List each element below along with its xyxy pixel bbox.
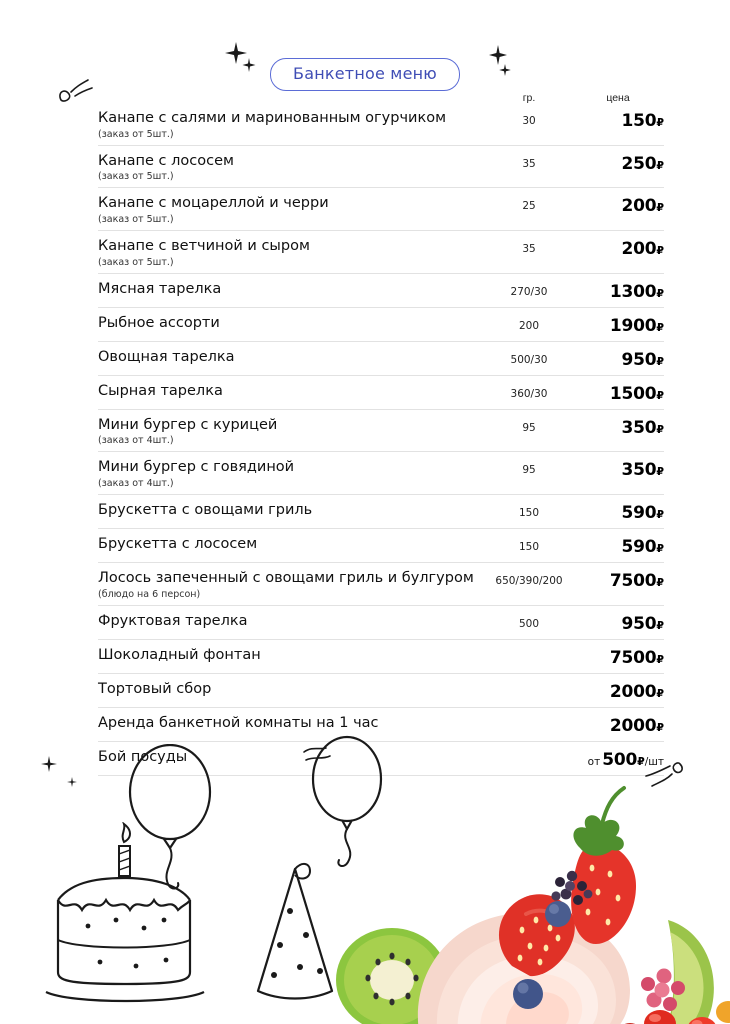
menu-row xyxy=(98,606,664,640)
menu-row xyxy=(98,146,664,189)
menu-item-name-cell xyxy=(98,570,486,600)
price-currency: ₽ xyxy=(656,465,664,479)
price-amount: 200 xyxy=(621,239,657,260)
menu-item-weight: 150 xyxy=(518,507,540,520)
menu-item-name-cell xyxy=(98,281,486,298)
menu-item-weight xyxy=(486,647,572,652)
price-amount: 2000 xyxy=(609,715,657,736)
menu-row xyxy=(98,742,664,776)
menu-item-name: Рыбное ассорти xyxy=(98,314,220,331)
price-currency: ₽ xyxy=(656,388,664,402)
price-currency: ₽ xyxy=(656,618,664,632)
party-hat-icon xyxy=(240,859,350,1019)
menu-item-name: Канапе с салями и маринованным огурчиком xyxy=(98,110,447,126)
menu-row xyxy=(98,529,664,563)
menu-item-name: Брускетта с лососем xyxy=(98,536,258,553)
menu-item-name: Канапе с моцареллой и черри xyxy=(98,195,329,212)
menu-item-weight xyxy=(486,681,572,686)
price-currency: ₽ xyxy=(656,686,664,700)
menu-item-name: Лосось запеченный с овощами гриль и булгуром xyxy=(98,570,474,587)
menu-item-name: Бой посуды xyxy=(98,748,188,765)
price-amount: 350 xyxy=(621,460,657,481)
menu-item-name-cell xyxy=(98,647,486,664)
menu-item-name: Мини бургер с курицей xyxy=(98,416,278,433)
menu-row xyxy=(98,231,664,274)
menu-item-name: Мини бургер с говядиной xyxy=(98,459,295,476)
menu-item-name: Сырная тарелка xyxy=(98,382,223,399)
column-header-price: цена xyxy=(606,92,630,104)
price-currency: ₽ xyxy=(637,754,645,768)
price-amount: 350 xyxy=(621,417,657,438)
menu-item-price xyxy=(572,195,664,216)
price-suffix: /шт xyxy=(644,755,664,768)
menu-item-name: Брускетта с овощами гриль xyxy=(98,502,313,519)
menu-item-name: Мясная тарелка xyxy=(98,280,222,297)
price-currency: ₽ xyxy=(656,354,664,368)
menu-item-price xyxy=(572,383,664,404)
bottom-illustration xyxy=(0,734,730,1024)
menu-item-name-cell xyxy=(98,536,486,553)
menu-item-price xyxy=(572,281,664,302)
menu-item-price xyxy=(572,647,664,668)
price-currency: ₽ xyxy=(656,508,664,522)
menu-item-price xyxy=(572,715,664,736)
menu-item-weight xyxy=(486,749,572,754)
price-currency: ₽ xyxy=(656,320,664,334)
menu-item-name: Канапе с ветчиной и сыром xyxy=(98,238,310,255)
menu-item-name: Овощная тарелка xyxy=(98,348,235,365)
menu-item-weight: 200 xyxy=(518,319,540,332)
menu-item-note: (заказ от 5шт.) xyxy=(98,128,174,140)
menu-item-name-cell xyxy=(98,459,486,489)
menu-item-price xyxy=(572,238,664,259)
price-amount: 590 xyxy=(621,503,657,524)
birthday-cake-icon xyxy=(40,822,210,1022)
menu-row xyxy=(98,708,664,742)
menu-item-name-cell xyxy=(98,383,486,400)
price-amount: 1300 xyxy=(609,281,657,302)
menu-row xyxy=(98,452,664,495)
menu-row xyxy=(98,640,664,674)
menu-item-price xyxy=(572,502,664,523)
price-amount: 1500 xyxy=(609,383,657,404)
column-header-weight: гр. xyxy=(522,92,536,104)
table-header xyxy=(98,88,664,104)
menu-item-name-cell xyxy=(98,749,486,766)
menu-item-weight: 500 xyxy=(518,617,540,630)
menu-item-name-cell xyxy=(98,502,486,519)
sparkle-small-icon xyxy=(38,754,60,776)
menu-row xyxy=(98,410,664,453)
menu-row xyxy=(98,674,664,708)
menu-item-price xyxy=(572,153,664,174)
menu-item-note: (блюдо на 6 персон) xyxy=(98,588,201,600)
menu-row xyxy=(98,376,664,410)
menu-item-price xyxy=(572,417,664,438)
menu-item-name: Аренда банкетной комнаты на 1 час xyxy=(98,714,379,731)
menu-row xyxy=(98,563,664,606)
price-amount: 950 xyxy=(621,613,657,634)
price-prefix: от xyxy=(587,755,601,768)
price-amount: 500 xyxy=(602,749,638,770)
sparkle-small-icon xyxy=(66,776,78,788)
price-currency: ₽ xyxy=(656,576,664,590)
menu-item-weight: 30 xyxy=(522,115,536,127)
price-amount: 2000 xyxy=(609,681,657,702)
menu-row xyxy=(98,274,664,308)
menu-item-note: (заказ от 5шт.) xyxy=(98,256,174,268)
menu-item-price xyxy=(572,570,664,591)
price-currency: ₽ xyxy=(656,720,664,734)
dessert-photo xyxy=(330,762,730,1024)
menu-item-name-cell xyxy=(98,349,486,366)
price-amount: 250 xyxy=(621,153,657,174)
price-currency: ₽ xyxy=(656,244,664,258)
menu-item-price xyxy=(572,749,664,770)
menu-item-name: Канапе с лососем xyxy=(98,152,234,169)
menu-table xyxy=(98,88,664,776)
menu-item-name: Фруктовая тарелка xyxy=(98,612,248,629)
menu-item-weight: 95 xyxy=(522,421,536,434)
price-amount: 200 xyxy=(621,196,657,217)
menu-item-name-cell xyxy=(98,195,486,225)
price-currency: ₽ xyxy=(656,286,664,300)
menu-item-name-cell xyxy=(98,315,486,332)
menu-item-note: (заказ от 5шт.) xyxy=(98,214,174,226)
price-amount: 1900 xyxy=(609,315,657,336)
price-amount: 7500 xyxy=(609,571,657,592)
menu-item-weight: 270/30 xyxy=(510,285,548,298)
menu-item-name: Шоколадный фонтан xyxy=(98,646,261,663)
menu-row xyxy=(98,342,664,376)
menu-item-name-cell xyxy=(98,417,486,447)
price-amount: 590 xyxy=(621,537,657,558)
page-title-wrap xyxy=(0,58,730,91)
price-currency: ₽ xyxy=(656,652,664,666)
menu-item-name: Тортовый сбор xyxy=(98,680,212,697)
menu-item-price xyxy=(572,681,664,702)
menu-row xyxy=(98,495,664,529)
menu-rows xyxy=(98,104,664,776)
price-amount: 950 xyxy=(621,349,657,370)
menu-item-name-cell xyxy=(98,110,486,140)
price-currency: ₽ xyxy=(656,158,664,172)
menu-item-weight: 150 xyxy=(518,541,540,554)
menu-item-price xyxy=(572,315,664,336)
menu-item-note: (заказ от 4шт.) xyxy=(98,435,174,447)
menu-item-weight: 25 xyxy=(522,200,536,213)
menu-row xyxy=(98,188,664,231)
menu-item-weight: 650/390/200 xyxy=(495,575,563,588)
menu-item-name-cell xyxy=(98,238,486,268)
menu-item-weight: 35 xyxy=(522,157,536,170)
menu-item-name-cell xyxy=(98,153,486,183)
price-currency: ₽ xyxy=(656,116,664,129)
menu-item-weight: 360/30 xyxy=(510,387,548,400)
menu-item-weight xyxy=(486,715,572,720)
menu-item-weight: 35 xyxy=(522,243,536,256)
menu-item-price xyxy=(572,110,664,131)
menu-item-name-cell xyxy=(98,715,486,732)
menu-item-price xyxy=(572,349,664,370)
menu-item-name-cell xyxy=(98,613,486,630)
menu-item-weight: 500/30 xyxy=(510,353,548,366)
menu-item-price xyxy=(572,536,664,557)
menu-item-price xyxy=(572,613,664,634)
price-currency: ₽ xyxy=(656,422,664,436)
menu-item-name-cell xyxy=(98,681,486,698)
menu-item-price xyxy=(572,459,664,480)
page-title: Банкетное меню xyxy=(270,58,460,91)
menu-row xyxy=(98,308,664,342)
menu-item-note: (заказ от 4шт.) xyxy=(98,478,174,490)
price-amount: 7500 xyxy=(609,647,657,668)
menu-item-weight: 95 xyxy=(522,464,536,477)
price-currency: ₽ xyxy=(656,542,664,556)
menu-item-note: (заказ от 5шт.) xyxy=(98,171,174,183)
price-currency: ₽ xyxy=(656,201,664,215)
price-amount: 150 xyxy=(621,111,657,131)
menu-row xyxy=(98,104,664,146)
